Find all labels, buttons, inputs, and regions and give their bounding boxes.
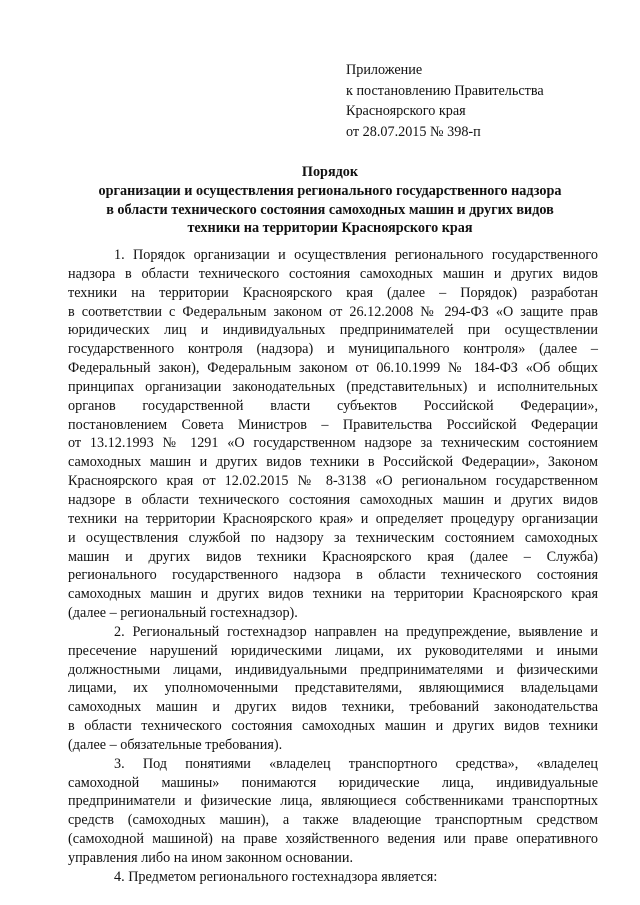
text-line: принципах организации законодательных (представительных) и исполнительных — [68, 378, 598, 395]
text-line: самоходных машин и других видов техники на территории Красноярского края — [68, 586, 598, 603]
title-line: Порядок — [301, 164, 359, 180]
appendix-line: от 28.07.2015 № 398-п — [346, 123, 481, 140]
text-line: Красноярского края от 12.02.2015 № 8-3138 «О региональном государственном — [68, 473, 598, 490]
text-line: предприниматели и физические лица, являющиеся собственниками транспортных — [68, 793, 598, 810]
text-line: и осуществления службой по надзору за техническим состоянием самоходных — [68, 529, 598, 546]
text-line: 2. Региональный гостехнадзор направлен на предупреждение, выявление и — [114, 623, 598, 640]
text-line: самоходных машин и других видов техники в Российской Федерации», Законом — [68, 454, 598, 471]
text-line: управления либо на ином законном основании. — [68, 850, 353, 866]
text-line: (далее – региональный гостехнадзор). — [68, 605, 298, 622]
text-line: лицами, их уполномоченными представителями, являющимися владельцами — [68, 680, 598, 697]
appendix-line: Красноярского края — [346, 103, 466, 119]
text-line: государственного контроля (надзора) и муниципального контроля» (далее – — [68, 341, 598, 358]
text-line: органов государственной власти субъектов Российской Федерации», — [68, 397, 598, 414]
text-line: пресечение нарушений юридическими лицами, их руководителями и иными — [68, 642, 598, 659]
text-line: надзора в области технического состояния самоходных машин и других видов — [68, 265, 598, 282]
text-line: самоходной машины» понимаются юридические лица, индивидуальные — [68, 774, 598, 791]
title-line: в области технического состояния самоходных машин и других видов — [106, 201, 554, 218]
document-body — [68, 246, 598, 887]
text-line: (самоходной машиной) на праве хозяйственного ведения или праве оперативного — [68, 831, 598, 848]
text-line: средств (самоходных машин), а также владеющие транспортным средством — [68, 812, 598, 829]
paragraph-1 — [68, 246, 598, 623]
text-line: техники на территории Красноярского края» и определяет процедуру организации — [68, 510, 598, 527]
text-line: должностными лицами, индивидуальными предпринимателями и физическими — [68, 661, 598, 678]
paragraph-4 — [68, 868, 598, 887]
text-line: в области технического состояния самоходных машин и других видов техники — [68, 718, 598, 735]
paragraph-3 — [68, 755, 598, 868]
appendix-header — [346, 60, 544, 142]
text-line: 3. Под понятиями «владелец транспортного средства», «владелец — [114, 755, 598, 772]
text-line: юридических лиц и индивидуальных предпринимателей при осуществлении — [68, 322, 598, 339]
text-line: надзоре в области технического состояния самоходных машин и других видов — [68, 491, 598, 508]
text-line: регионального государственного надзора в области технического состояния — [68, 567, 598, 584]
text-line: машин и других видов техники Красноярского края (далее – Служба) — [68, 548, 598, 565]
text-line: от 13.12.1993 № 1291 «О государственном надзоре за техническим состоянием — [68, 435, 598, 452]
text-line: 1. Порядок организации и осуществления регионального государственного — [114, 247, 598, 263]
appendix-line: Приложение — [346, 62, 423, 78]
text-line: техники на территории Красноярского края (далее – Порядок) разработан — [68, 284, 598, 301]
title-line: организации и осуществления регионального государственного надзора — [98, 182, 562, 199]
text-line: самоходных машин и других видов техники, требований законодательства — [68, 699, 598, 716]
text-line: (далее – обязательные требования). — [68, 736, 283, 753]
appendix-line: к постановлению Правительства — [346, 82, 544, 99]
document-title — [60, 163, 600, 238]
text-line: в соответствии с Федеральным законом от 26.12.2008 № 294-ФЗ «О защите прав — [68, 303, 598, 320]
text-line: Федеральный закон), Федеральным законом от 06.10.1999 № 184-ФЗ «Об общих — [68, 360, 598, 377]
text-line: 4. Предметом регионального гостехнадзора является: — [114, 868, 438, 885]
title-line: техники на территории Красноярского края — [187, 220, 473, 237]
paragraph-2 — [68, 623, 598, 755]
text-line: постановлением Совета Министров – Правительства Российской Федерации — [68, 416, 598, 433]
